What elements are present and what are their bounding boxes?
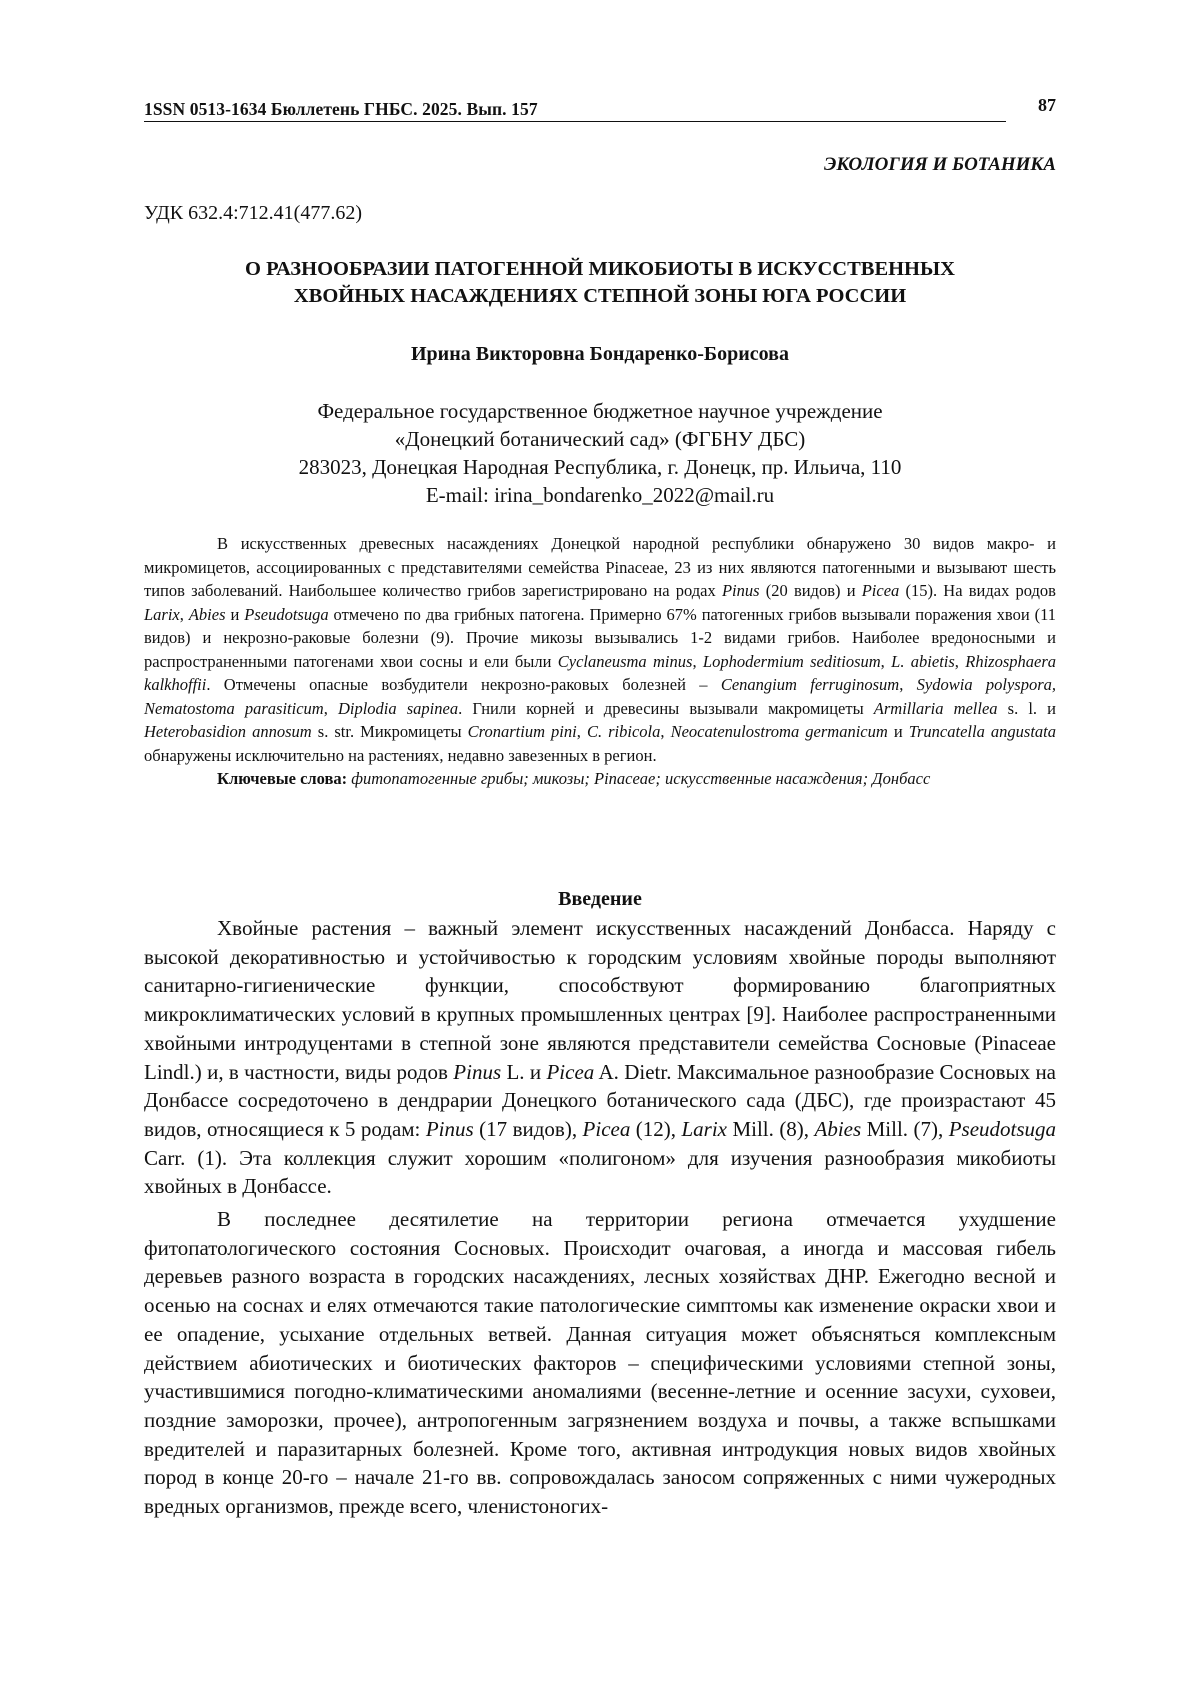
article-title bbox=[144, 256, 1056, 310]
author-name: Ирина Викторовна Бондаренко-Борисова bbox=[411, 343, 789, 365]
section-label: ЭКОЛОГИЯ И БОТАНИКА bbox=[824, 154, 1056, 175]
title-line: ХВОЙНЫХ НАСАЖДЕНИЯХ СТЕПНОЙ ЗОНЫ ЮГА РОССИИ bbox=[293, 285, 907, 307]
affiliation-line: «Донецкий ботанический сад» (ФГБНУ ДБС) bbox=[394, 427, 806, 451]
keywords bbox=[144, 767, 1056, 791]
page-number: 87 bbox=[1038, 95, 1056, 115]
paragraph: В последнее десятилетие на территории региона отмечается ухудшение фитопатологического состояния Сосновых. Происходит очаговая, а иногда и массовая гибель деревьев разного возраста в городских насаждениях, лесных хозяйствах ДНР. Ежегодно весной и осенью на соснах и елях отмечаются такие патологические симптомы как изменение окраски хвои и ее опадение, усыхание отдельных ветвей. Данная ситуация может объясняться комплексным действием абиотических и биотических факторов – специфическими условиями степной зоны, участившимися погодно-климатическими аномалиями (весенне-летние и осенние засухи, суховеи, поздние заморозки, прочее), антропогенным загрязнением воздуха и почвы, а также вспышками вредителей и паразитарных болезней. Кроме того, активная интродукция новых видов хвойных пород в конце 20-го – начале 21-го вв. сопровождалась заносом сопряженных с ними чужеродных вредных организмов, прежде всего, членистоногих- bbox=[144, 1207, 1056, 1519]
affiliation bbox=[144, 397, 1056, 509]
udk-code: УДК 632.4:712.41(477.62) bbox=[144, 202, 362, 224]
email: E-mail: irina_bondarenko_2022@mail.ru bbox=[425, 483, 775, 507]
header-rule bbox=[144, 121, 1006, 122]
section-heading: Введение bbox=[558, 888, 642, 910]
abstract-text: В искусственных древесных насаждениях Донецкой народной республики обнаружено 30 видов макро- и микромицетов, ассоциированных с представителями семейства Pinaceae, 23 из них являются патогенными и вызывают шесть типов заболеваний. Наибольшее количество грибов зарегистрировано на родах Pinus (20 видов) и Picea (15). На видах родов Larix, Abies и Pseudotsuga отмечено по два грибных патогена. Примерно 67% патогенных грибов вызывали поражения хвои (11 видов) и некрозно-раковые болезни (9). Прочие микозы вызывались 1-2 видами грибов. Наиболее вредоносными и распространенными патогенами хвои сосны и ели были Cyclaneusma minus, Lophodermium seditiosum, L. abietis, Rhizosphaera kalkhoffii. Отмечены опасные возбудители некрозно-раковых болезней – Cenangium ferruginosum, Sydowia polyspora, Nematostoma parasiticum, Diplodia sapinea. Гнили корней и древесины вызывали макромицеты Armillaria mellea s. l. и Heterobasidion annosum s. str. Микромицеты Cronartium pini, C. ribicola, Neocatenulostroma germanicum и Truncatella angustata обнаружены исключительно на растениях, недавно завезенных в регион. bbox=[144, 534, 1057, 765]
running-header bbox=[144, 95, 1056, 119]
keywords-text: фитопатогенные грибы; микозы; Pinaceae; искусственные насаждения; Донбасс bbox=[347, 769, 931, 788]
abstract bbox=[144, 532, 1056, 791]
affiliation-line: Федеральное государственное бюджетное научное учреждение bbox=[317, 399, 883, 423]
title-line: О РАЗНООБРАЗИИ ПАТОГЕННОЙ МИКОБИОТЫ В ИСКУССТВЕННЫХ bbox=[245, 258, 955, 280]
paragraph: Хвойные растения – важный элемент искусственных насаждений Донбасса. Наряду с высокой декоративностью и устойчивостью к городским условиям хвойные породы выполняют санитарно-гигиенические функции, способствуют формированию благоприятных микроклиматических условий в крупных промышленных центрах [9]. Наиболее распространенными хвойными интродуцентами в степной зоне являются представители семейства Сосновые (Pinaceae Lindl.) и, в частности, виды родов Pinus L. и Picea A. Dietr. Максимальное разнообразие Сосновых на Донбассе сосредоточено в дендрарии Донецкого ботанического сада (ДБС), где произрастают 45 видов, относящиеся к 5 родам: Pinus (17 видов), Picea (12), Larix Mill. (8), Abies Mill. (7), Pseudotsuga Carr. (1). Эта коллекция служит хорошим «полигоном» для изучения разнообразия микобиоты хвойных в Донбассе. bbox=[144, 916, 1057, 1199]
body-text bbox=[144, 914, 1056, 1521]
affiliation-line: 283023, Донецкая Народная Республика, г. Донецк, пр. Ильича, 110 bbox=[298, 455, 902, 479]
journal-citation: 1SSN 0513-1634 Бюллетень ГНБС. 2025. Вып. 157 bbox=[144, 99, 538, 119]
keywords-label: Ключевые слова: bbox=[217, 769, 348, 788]
